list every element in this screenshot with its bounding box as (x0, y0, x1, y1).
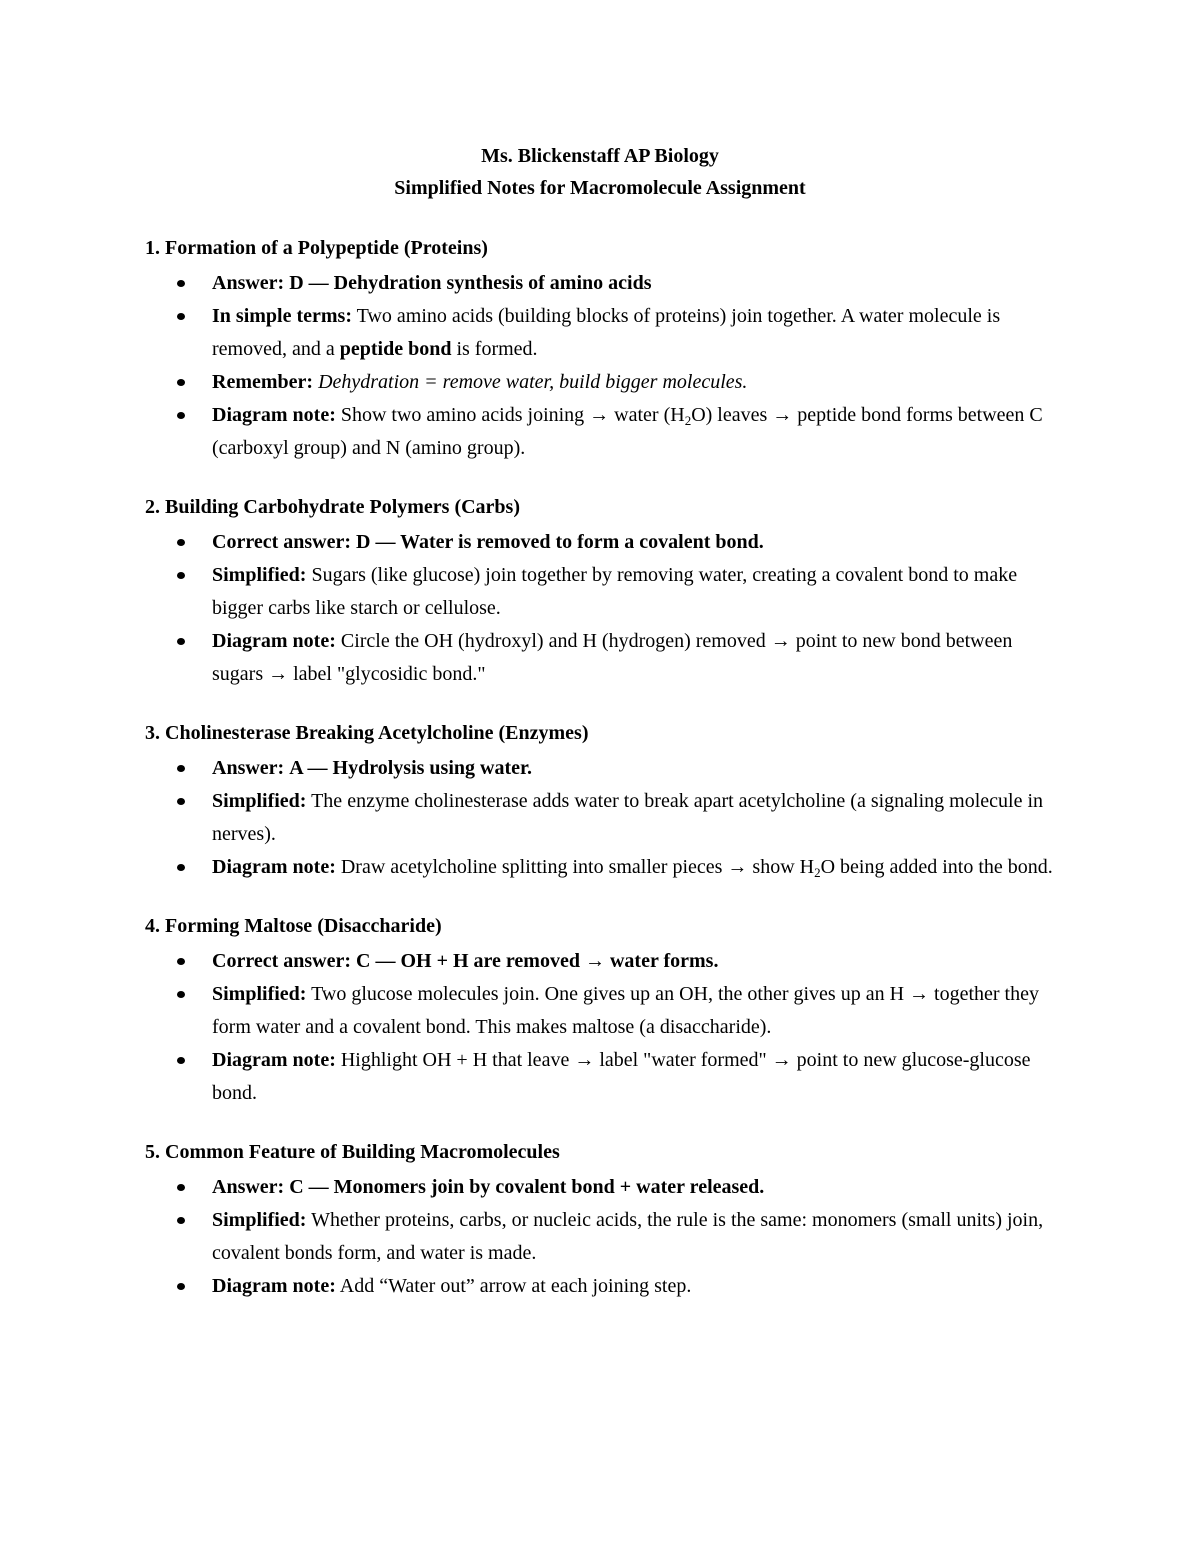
item-label: Simplified: (212, 1209, 307, 1231)
section-cholinesterase (145, 717, 1065, 884)
bullet-icon (177, 1057, 185, 1064)
subscript: 2 (814, 865, 821, 880)
list-item-answer (145, 526, 1065, 559)
item-label: Simplified: (212, 564, 307, 586)
item-text: Draw acetylcholine splitting into smaller pieces → show H (340, 856, 815, 878)
section-title: 2. Building Carbohydrate Polymers (Carbs) (145, 496, 520, 518)
list-item-diagram-note (145, 1270, 1065, 1303)
section-common-feature (145, 1136, 1065, 1303)
item-answer: D — Water is removed to form a covalent bond. (356, 531, 764, 553)
item-label: Answer: (212, 1176, 285, 1198)
item-label: Simplified: (212, 983, 307, 1005)
section-title: 1. Formation of a Polypeptide (Proteins) (145, 237, 488, 259)
notes-content (145, 232, 1065, 1329)
notes-list (145, 945, 1065, 1110)
item-text: Add “Water out” arrow at each joining step. (339, 1275, 692, 1297)
section-carbohydrates (145, 491, 1065, 691)
item-label: Correct answer: (212, 531, 352, 553)
bullet-icon (177, 958, 185, 965)
section-title: 3. Cholinesterase Breaking Acetylcholine (Enzymes) (145, 722, 589, 744)
item-bold-term: peptide bond (339, 338, 452, 360)
bullet-icon (177, 280, 185, 287)
notes-list (145, 526, 1065, 691)
item-answer: A — Hydrolysis using water. (289, 757, 533, 779)
item-text: Show two amino acids joining → water (H (340, 404, 685, 426)
list-item-diagram-note (145, 399, 1065, 465)
item-text: Two amino acids (building blocks of proteins) join together. A water molecule is removed, and a (212, 305, 1001, 360)
list-item-diagram-note (145, 1044, 1065, 1110)
list-item-answer (145, 945, 1065, 978)
bullet-icon (177, 638, 185, 645)
item-label: Diagram note: (212, 630, 336, 652)
list-item-answer (145, 1171, 1065, 1204)
bullet-icon (177, 412, 185, 419)
item-text-end: O being added into the bond. (820, 856, 1053, 878)
subscript: 2 (684, 413, 692, 428)
list-item-remember (145, 366, 1065, 399)
bullet-icon (177, 539, 185, 546)
item-label: Answer: (212, 757, 285, 779)
bullet-icon (177, 765, 185, 772)
item-answer: D — Dehydration synthesis of amino acids (289, 272, 652, 294)
item-text-end: is formed. (456, 338, 538, 360)
item-label: Diagram note: (212, 856, 336, 878)
item-label: Diagram note: (212, 404, 336, 426)
bullet-icon (177, 798, 185, 805)
item-label: Diagram note: (212, 1049, 336, 1071)
item-label: Diagram note: (212, 1275, 336, 1297)
bullet-icon (177, 313, 185, 320)
list-item-simplified (145, 785, 1065, 851)
section-maltose (145, 910, 1065, 1110)
document-title: Ms. Blickenstaff AP Biology (481, 145, 719, 167)
list-item-answer (145, 752, 1065, 785)
list-item-simple-terms (145, 300, 1065, 366)
bullet-icon (177, 572, 185, 579)
item-text: Sugars (like glucose) join together by removing water, creating a covalent bond to make bigger carbs like starch or cellulose. (212, 564, 1018, 619)
document-header (0, 140, 1200, 204)
list-item-diagram-note (145, 851, 1065, 884)
item-text: Two glucose molecules join. One gives up an OH, the other gives up an H → together they form water and a covalent bond. This makes maltose (a disaccharide). (212, 983, 1039, 1038)
item-label: Answer: (212, 272, 285, 294)
item-answer: C — Monomers join by covalent bond + water released. (289, 1176, 765, 1198)
bullet-icon (177, 991, 185, 998)
item-italic-text: Dehydration = remove water, build bigger molecules. (318, 371, 748, 393)
item-label: Simplified: (212, 790, 307, 812)
item-text: Highlight OH + H that leave → label "water formed" → point to new glucose-glucose bond. (212, 1049, 1031, 1104)
bullet-icon (177, 1217, 185, 1224)
section-title: 4. Forming Maltose (Disaccharide) (145, 915, 442, 937)
item-label: In simple terms: (212, 305, 352, 327)
notes-list (145, 1171, 1065, 1303)
item-text: Whether proteins, carbs, or nucleic acids, the rule is the same: monomers (small units) join, covalent bonds form, and water is made. (212, 1209, 1044, 1264)
notes-list (145, 267, 1065, 465)
bullet-icon (177, 1283, 185, 1290)
list-item-diagram-note (145, 625, 1065, 691)
bullet-icon (177, 1184, 185, 1191)
list-item-simplified (145, 978, 1065, 1044)
list-item-answer (145, 267, 1065, 300)
bullet-icon (177, 864, 185, 871)
bullet-icon (177, 379, 185, 386)
item-text: The enzyme cholinesterase adds water to break apart acetylcholine (a signaling molecule in nerves). (212, 790, 1044, 845)
item-label: Correct answer: (212, 950, 352, 972)
document-subtitle: Simplified Notes for Macromolecule Assignment (394, 177, 806, 199)
list-item-simplified (145, 1204, 1065, 1270)
section-title: 5. Common Feature of Building Macromolecules (145, 1141, 560, 1163)
item-answer: C — OH + H are removed → water forms. (356, 950, 719, 972)
item-label: Remember: (212, 371, 314, 393)
section-polypeptide (145, 232, 1065, 465)
notes-list (145, 752, 1065, 884)
item-text: Circle the OH (hydroxyl) and H (hydrogen) removed → point to new bond between sugars → label "glycosidic bond." (212, 630, 1013, 685)
item-text-end: O) leaves → peptide bond forms between C (carboxyl group) and N (amino group). (212, 404, 1043, 459)
list-item-simplified (145, 559, 1065, 625)
